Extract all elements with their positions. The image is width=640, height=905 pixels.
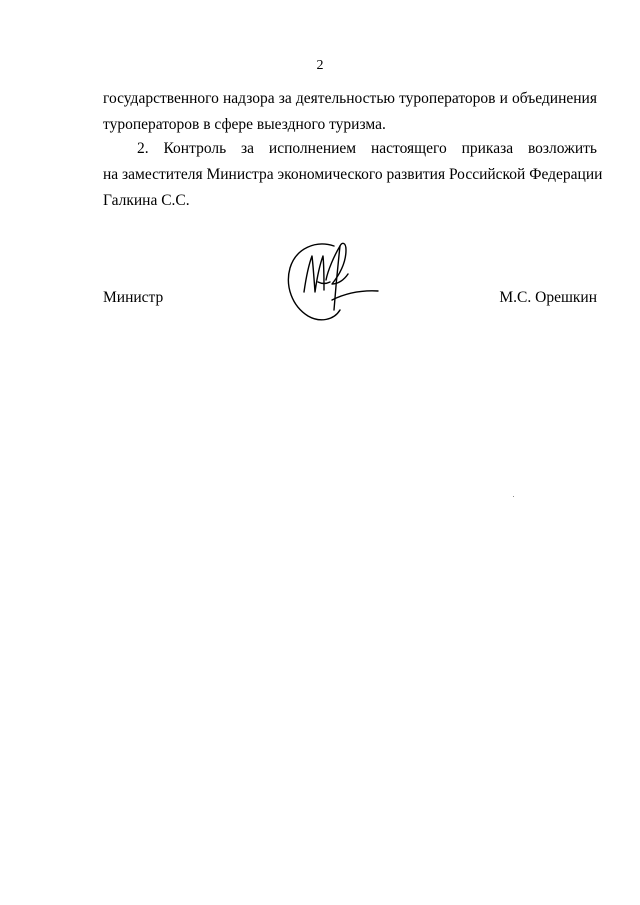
- paragraph-2-line-3: Галкина С.С.: [103, 192, 190, 209]
- paragraph-1: [103, 86, 597, 138]
- signer-title: Министр: [103, 289, 164, 306]
- paragraph-2: [103, 136, 603, 214]
- paragraph-2-line-2: на заместителя Министра экономического развития Российской Федерации: [103, 166, 603, 183]
- paragraph-2-line-1: 2. Контроль за исполнением настоящего приказа возложить: [137, 140, 597, 157]
- paragraph-1-line-2: туроператоров в сфере выездного туризма.: [103, 116, 386, 133]
- scan-speck: [513, 496, 514, 497]
- handwritten-signature: [282, 234, 382, 324]
- paragraph-1-line-1: государственного надзора за деятельностью туроператоров и объединения: [103, 90, 597, 107]
- signature-block: [103, 287, 597, 309]
- page-number: 2: [316, 58, 324, 73]
- signer-name: М.С. Орешкин: [499, 289, 597, 306]
